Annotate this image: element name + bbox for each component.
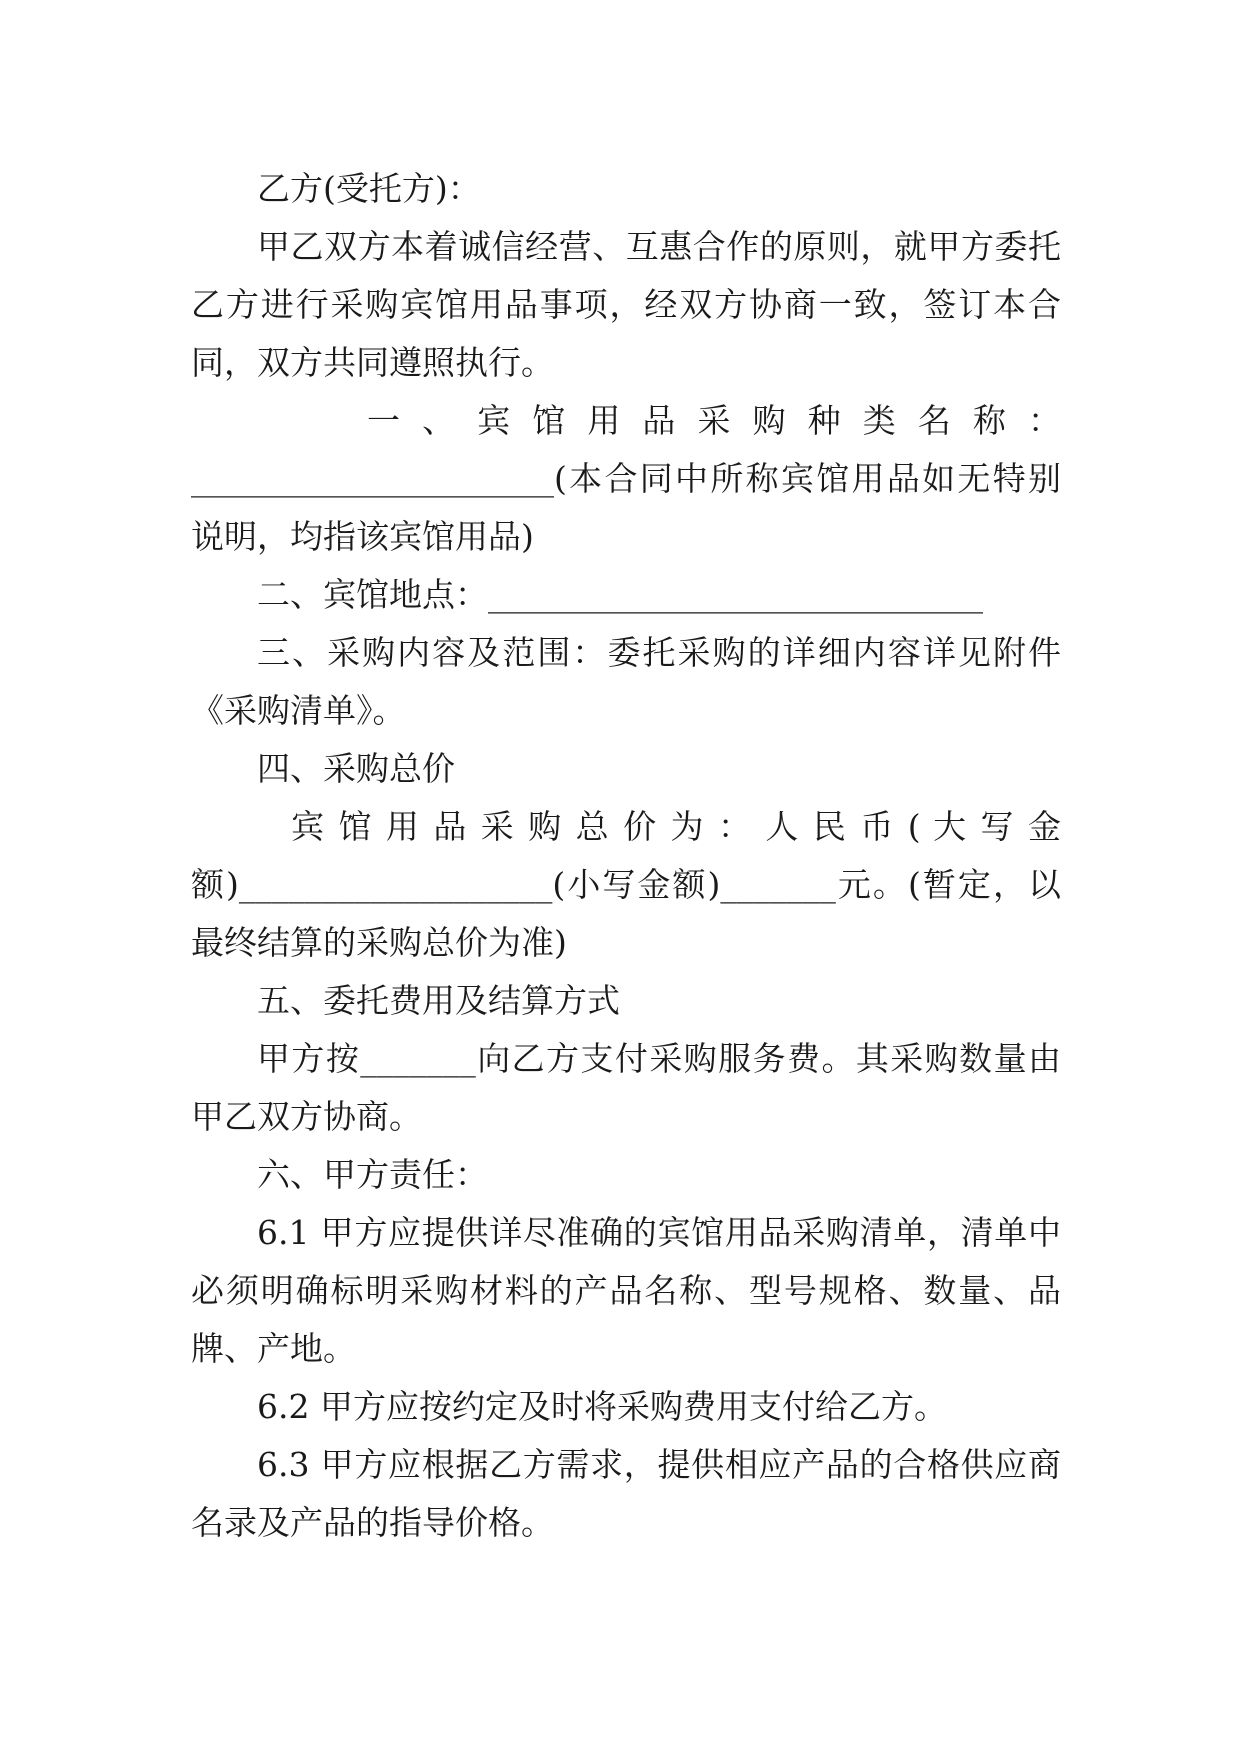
section-4-price-body: 额)___________________(小写金额)_______元。(暂定，以最终结算的采购总价为准)	[191, 865, 1061, 962]
section-1-body: ______________________(本合同中所称宾馆用品如无特别说明，均指该宾馆用品)	[191, 459, 1061, 556]
section-6-heading: 六、甲方责任：	[257, 1155, 488, 1194]
clause-6-2: 6.2 甲方应按约定及时将采购费用支付给乙方。	[257, 1387, 947, 1426]
section-5-heading: 五、委托费用及结算方式	[257, 981, 620, 1020]
section-3-scope: 三、采购内容及范围：委托采购的详细内容详见附件《采购清单》。	[191, 633, 1061, 730]
section-4-heading: 四、采购总价	[257, 749, 455, 788]
section-5-body: 甲方按_______向乙方支付采购服务费。其采购数量由甲乙双方协商。	[191, 1039, 1061, 1136]
party-b-line: 乙方(受托方)：	[257, 169, 481, 208]
document-body	[191, 160, 1061, 1552]
clause-6-3: 6.3 甲方应根据乙方需求，提供相应产品的合格供应商名录及产品的指导价格。	[191, 1445, 1061, 1542]
section-1-heading: 一 、 宾 馆 用 品 采 购 种 类 名 称 ：	[367, 401, 1061, 440]
section-2-location: 二、宾馆地点：______________________________	[257, 575, 983, 614]
preamble-paragraph: 甲乙双方本着诚信经营、互惠合作的原则，就甲方委托乙方进行采购宾馆用品事项，经双方协商一致，签订本合同，双方共同遵照执行。	[191, 227, 1061, 382]
clause-6-1: 6.1 甲方应提供详尽准确的宾馆用品采购清单，清单中必须明确标明采购材料的产品名称、型号规格、数量、品牌、产地。	[191, 1213, 1061, 1368]
section-4-price-line: 宾 馆 用 品 采 购 总 价 为 ： 人 民 币 ( 大 写 金	[291, 807, 1061, 846]
